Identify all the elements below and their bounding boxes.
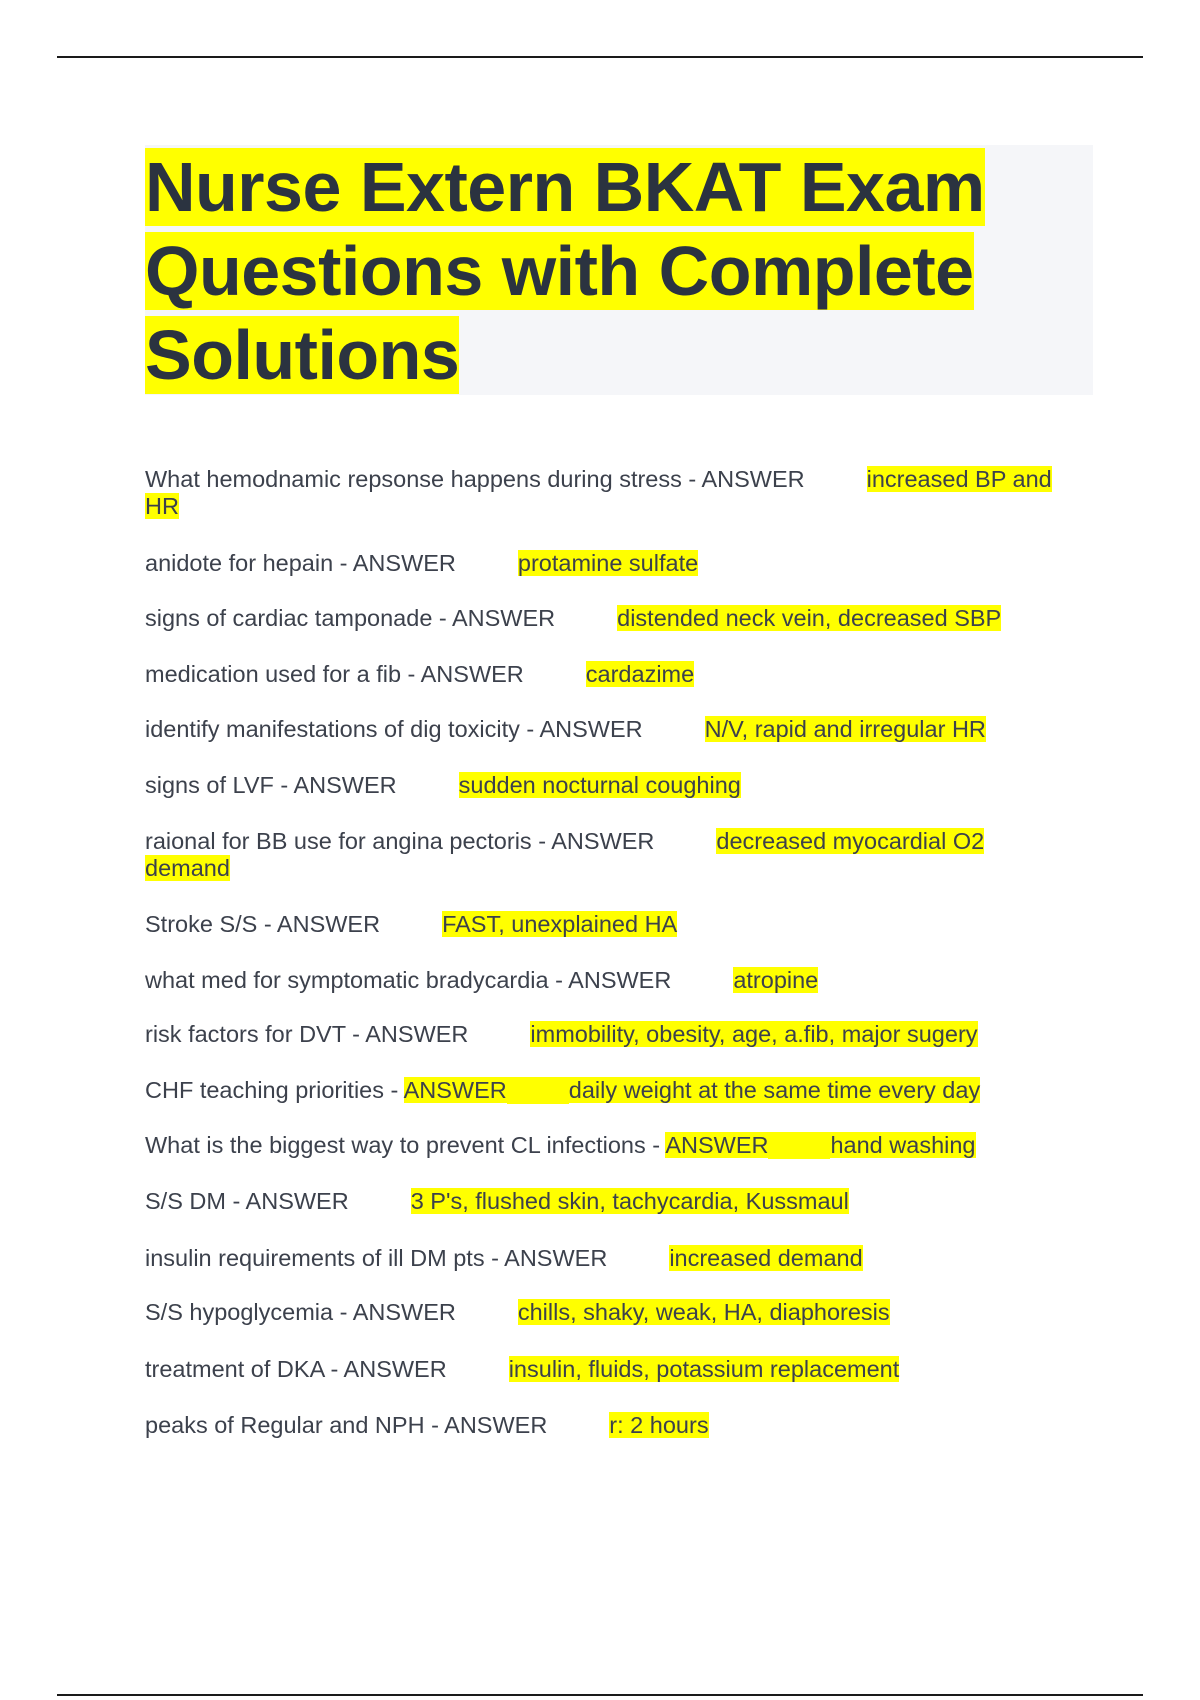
- qa-item: [145, 772, 741, 799]
- question-text: anidote for hepain -: [145, 550, 353, 576]
- qa-item: [145, 716, 986, 743]
- answer-label: ANSWER: [568, 967, 672, 993]
- question-text: S/S hypoglycemia -: [145, 1299, 353, 1325]
- answer-gap: [607, 1245, 669, 1272]
- document-title: [145, 145, 1093, 397]
- answer-label: ANSWER: [352, 550, 456, 576]
- qa-item: [145, 1077, 980, 1104]
- answer-text: sudden nocturnal coughing: [458, 772, 741, 798]
- answer-text-continued: HR: [145, 493, 179, 519]
- question-text: Stroke S/S -: [145, 911, 277, 937]
- question-text: insulin requirements of ill DM pts -: [145, 1245, 505, 1271]
- answer-gap: [643, 716, 705, 743]
- answer-label: ANSWER: [701, 466, 805, 492]
- answer-text: increased demand: [669, 1245, 863, 1271]
- answer-text: protamine sulfate: [517, 550, 699, 576]
- answer-text: N/V, rapid and irregular HR: [704, 716, 986, 742]
- answer-gap: [349, 1188, 411, 1215]
- answer-text-continued: demand: [145, 855, 230, 881]
- answer-label: ANSWER: [420, 661, 524, 687]
- answer-text: FAST, unexplained HA: [442, 911, 678, 937]
- question-text: treatment of DKA -: [145, 1356, 344, 1382]
- answer-label: ANSWER: [245, 1188, 349, 1214]
- answer-label: ANSWER: [539, 716, 643, 742]
- answer-text: immobility, obesity, age, a.fib, major sugery: [530, 1021, 978, 1047]
- answer-text: distended neck vein, decreased SBP: [617, 605, 1002, 631]
- question-text: What hemodnamic repsonse happens during stress -: [145, 466, 702, 492]
- qa-item: [145, 1412, 709, 1439]
- qa-item: [145, 967, 818, 994]
- answer-gap: [768, 1132, 830, 1159]
- qa-item: [145, 550, 698, 577]
- answer-label: ANSWER: [276, 911, 381, 937]
- qa-item: [145, 466, 1052, 520]
- answer-text: decreased myocardial O2: [716, 828, 985, 854]
- question-text: medication used for a fib -: [145, 661, 421, 687]
- qa-item: [145, 1245, 863, 1272]
- answer-text: atropine: [733, 967, 819, 993]
- answer-gap: [547, 1412, 609, 1439]
- top-rule: [57, 56, 1143, 58]
- answer-text: r: 2 hours: [609, 1412, 709, 1438]
- question-text: risk factors for DVT -: [145, 1021, 366, 1047]
- title-line-3: Solutions: [145, 316, 460, 394]
- question-text: CHF teaching priorities -: [145, 1077, 404, 1103]
- question-text: signs of cardiac tamponade -: [145, 605, 452, 631]
- qa-item: [145, 1188, 849, 1215]
- question-text: S/S DM -: [145, 1188, 246, 1214]
- qa-item: [145, 1356, 899, 1383]
- qa-item: [145, 1021, 978, 1048]
- title-line-2: Questions with Complete: [145, 232, 974, 310]
- answer-gap: [805, 466, 867, 493]
- answer-text: cardazime: [585, 661, 695, 687]
- qa-item: [145, 1132, 976, 1159]
- question-text: peaks of Regular and NPH -: [145, 1412, 445, 1438]
- answer-gap: [507, 1077, 569, 1104]
- answer-label: ANSWER: [352, 1299, 456, 1325]
- answer-label: ANSWER: [403, 1077, 507, 1103]
- answer-gap: [456, 550, 518, 577]
- answer-text: chills, shaky, weak, HA, diaphoresis: [517, 1299, 890, 1325]
- answer-label: ANSWER: [451, 605, 556, 631]
- answer-gap: [380, 911, 442, 938]
- answer-label: ANSWER: [551, 828, 655, 854]
- qa-item: [145, 661, 694, 688]
- answer-label: ANSWER: [365, 1021, 469, 1047]
- question-text: What is the biggest way to prevent CL infections -: [145, 1132, 666, 1158]
- answer-label: ANSWER: [343, 1356, 447, 1382]
- question-text: raional for BB use for angina pectoris -: [145, 828, 552, 854]
- answer-text: insulin, fluids, potassium replacement: [508, 1356, 900, 1382]
- answer-label: ANSWER: [665, 1132, 769, 1158]
- answer-text: increased BP and: [866, 466, 1052, 492]
- answer-gap: [654, 828, 716, 855]
- answer-gap: [671, 967, 733, 994]
- answer-text: hand washing: [830, 1132, 976, 1158]
- answer-gap: [555, 605, 617, 632]
- answer-gap: [456, 1299, 518, 1326]
- answer-gap: [397, 772, 459, 799]
- answer-label: ANSWER: [444, 1412, 548, 1438]
- qa-item: [145, 605, 1001, 632]
- answer-label: ANSWER: [504, 1245, 608, 1271]
- answer-gap: [468, 1021, 530, 1048]
- question-text: identify manifestations of dig toxicity -: [145, 716, 540, 742]
- bottom-rule: [57, 1694, 1143, 1696]
- qa-item: [145, 828, 984, 882]
- title-line-1: Nurse Extern BKAT Exam: [145, 148, 985, 226]
- answer-text: 3 P's, flushed skin, tachycardia, Kussmaul: [410, 1188, 849, 1214]
- answer-text: daily weight at the same time every day: [568, 1077, 981, 1103]
- answer-gap: [447, 1356, 509, 1383]
- answer-gap: [524, 661, 586, 688]
- question-text: signs of LVF -: [145, 772, 294, 798]
- qa-item: [145, 911, 677, 938]
- title-block: [145, 145, 1093, 395]
- answer-label: ANSWER: [293, 772, 397, 798]
- question-text: what med for symptomatic bradycardia -: [145, 967, 569, 993]
- qa-item: [145, 1299, 890, 1326]
